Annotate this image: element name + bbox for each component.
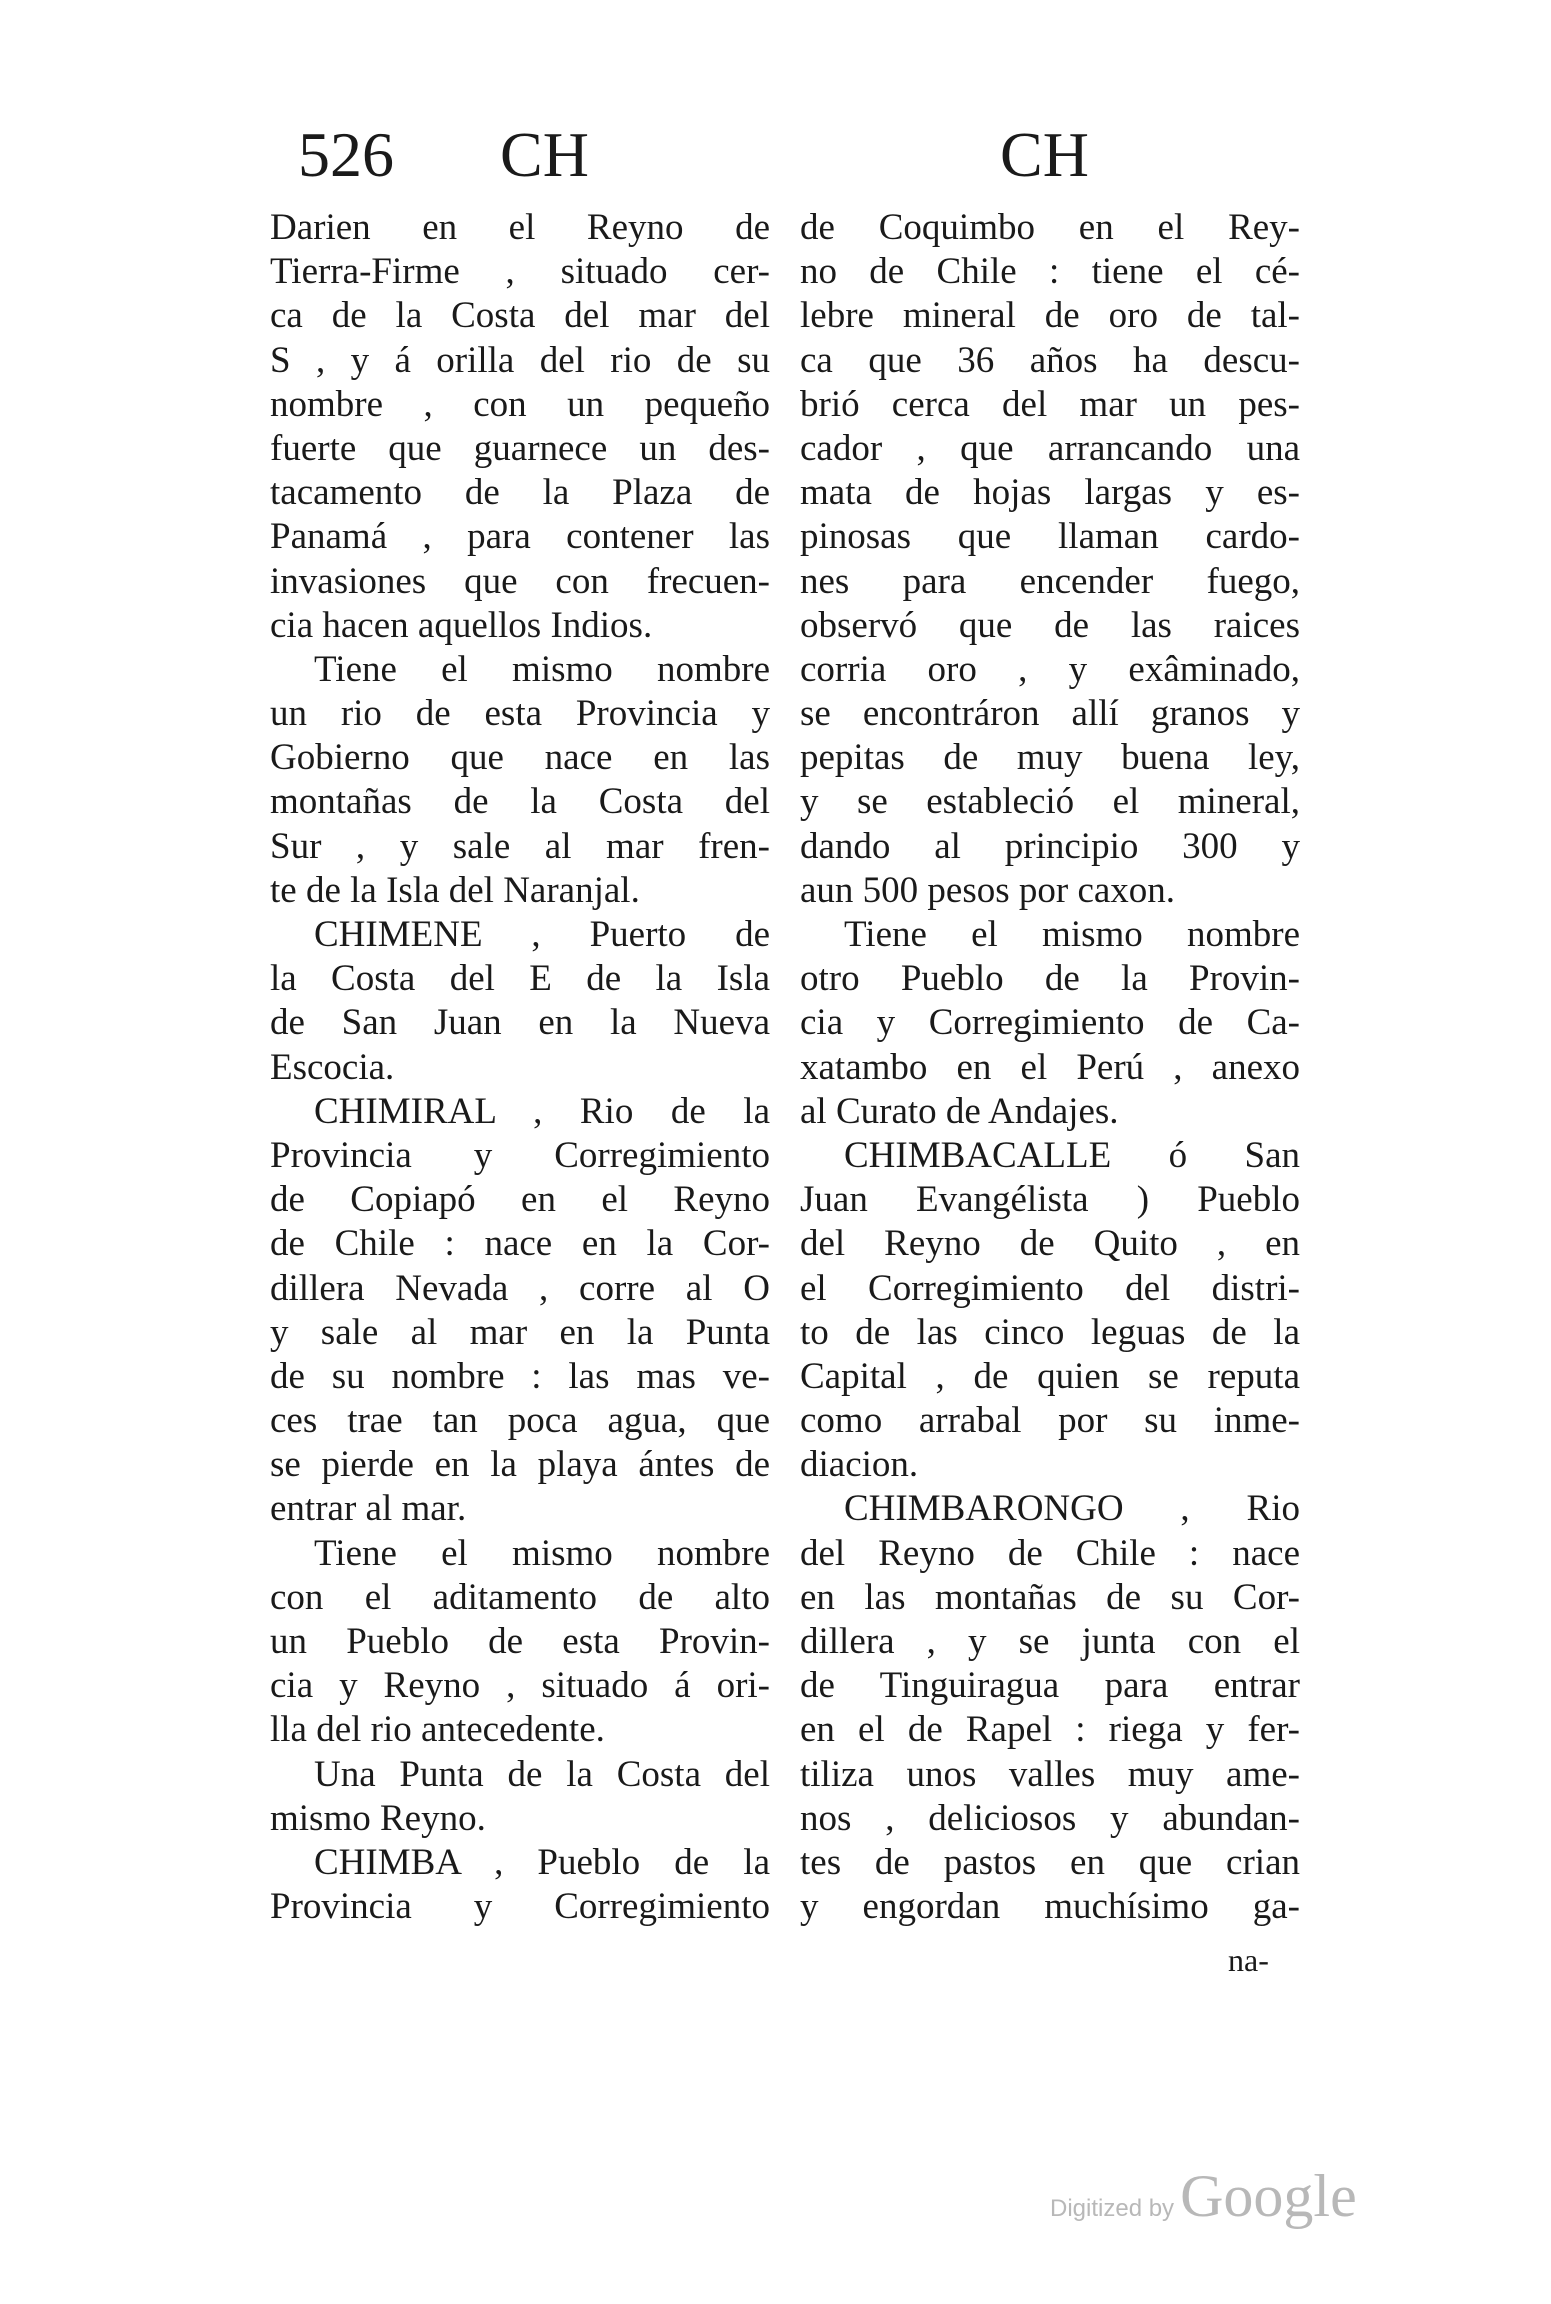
text-line: nes para encender fuego, [800,560,1300,602]
text-line: ca que 36 años ha descu- [800,339,1300,381]
text-line: invasiones que con frecuen- [270,560,770,602]
text-line: Tierra-Firme , situado cer- [270,251,770,293]
text-line: cia y Corregimiento de Ca- [800,1002,1300,1044]
text-line: Una Punta de la Costa del [314,1753,770,1795]
text-line: entrar al mar. [270,1488,467,1530]
text-line: lla del rio antecedente. [270,1709,605,1751]
text-line: Tiene el mismo nombre [314,648,770,690]
text-line: observó que de las raices [800,604,1300,646]
text-line: de San Juan en la Nueva [270,1002,770,1044]
text-line: CHIMENE , Puerto de [314,914,770,955]
text-line: y sale al mar en la Punta [270,1311,770,1353]
text-line: y se estableció el mineral, [800,781,1300,823]
text-line: dillera , y se junta con el [800,1621,1300,1662]
left-column [270,206,770,1929]
text-line: en las montañas de su Cor- [800,1576,1300,1618]
text-line: CHIMBA , Pueblo de la [314,1841,770,1883]
text-line: aun 500 pesos por caxon. [800,869,1176,911]
text-line: un rio de esta Provincia y [270,693,770,735]
text-line: al Curato de Andajes. [800,1090,1119,1132]
text-line: de Coquimbo en el Rey- [800,207,1300,248]
text-line: en el de Rapel : riega y fer- [800,1709,1300,1751]
text-line: tacamento de la Plaza de [270,472,770,514]
text-line: xatambo en el Perú , anexo [800,1046,1300,1088]
text-line: y engordan muchísimo ga- [800,1886,1300,1928]
text-line: de Copiapó en el Reyno [270,1179,770,1221]
text-line: brió cerca del mar un pes- [800,383,1300,425]
right-column [800,206,1300,1929]
text-line: fuerte que guarnece un des- [270,427,770,469]
text-line: CHIMIRAL , Rio de la [314,1090,770,1132]
text-line: Tiene el mismo nombre [844,914,1300,955]
text-line: se encontráron allí granos y [800,693,1300,735]
text-line: cia y Reyno , situado á ori- [270,1665,770,1707]
watermark-small-text: Digitized by [1050,2195,1175,2222]
text-line: no de Chile : tiene el cé- [800,251,1300,293]
text-line: CHIMBACALLE ó San [844,1134,1300,1176]
text-line: S , y á orilla del rio de su [270,339,770,381]
text-line: un Pueblo de esta Provin- [270,1621,770,1662]
text-line: del Reyno de Quito , en [800,1223,1300,1265]
text-line: Provincia y Corregimiento [270,1134,770,1176]
google-logo: Google [1180,2163,1357,2229]
digitized-by-google-watermark [1050,2162,1357,2231]
text-line: Panamá , para contener las [270,516,770,558]
text-line: se pierde en la playa ántes de [270,1444,770,1486]
text-line: nos , deliciosos y abundan- [800,1797,1300,1839]
text-line: como arrabal por su inme- [800,1400,1300,1442]
text-line: de Tinguiragua para entrar [800,1665,1300,1707]
text-line: pepitas de muy buena ley, [800,737,1300,779]
text-line: dillera Nevada , corre al O [270,1267,770,1309]
text-line: el Corregimiento del distri- [800,1267,1300,1309]
text-line: te de la Isla del Naranjal. [270,869,640,911]
text-line: lebre mineral de oro de tal- [800,295,1300,337]
text-line: mata de hojas largas y es- [800,472,1300,514]
text-line: Capital , de quien se reputa [800,1355,1300,1397]
text-line: diacion. [800,1444,919,1486]
text-line: dando al principio 300 y [800,825,1300,867]
text-line: la Costa del E de la Isla [270,958,770,1000]
page-number: 526 [298,119,394,190]
text-line: Tiene el mismo nombre [314,1532,770,1574]
left-running-head: CH [500,119,589,190]
text-line: Juan Evangélista ) Pueblo [800,1179,1300,1221]
catchword: na- [1228,1942,1269,1978]
text-line: ces trae tan poca agua, que [270,1400,770,1442]
text-line: CHIMBARONGO , Rio [844,1488,1300,1530]
text-line: pinosas que llaman cardo- [800,516,1300,558]
text-line: Darien en el Reyno de [270,207,770,248]
text-line: ca de la Costa del mar del [270,295,770,337]
text-line: de Chile : nace en la Cor- [270,1223,770,1265]
text-line: Gobierno que nace en las [270,737,770,779]
text-line: cador , que arrancando una [800,427,1300,469]
text-line: montañas de la Costa del [270,781,770,823]
text-line: Provincia y Corregimiento [270,1886,770,1928]
text-line: tiliza unos valles muy ame- [800,1753,1300,1795]
text-line: Sur , y sale al mar fren- [270,825,770,867]
text-line: to de las cinco leguas de la [800,1311,1300,1353]
text-line: cia hacen aquellos Indios. [270,604,653,646]
text-line: con el aditamento de alto [270,1576,770,1618]
text-line: corria oro , y exâminado, [800,648,1300,690]
right-running-head: CH [1000,119,1089,190]
text-line: de su nombre : las mas ve- [270,1355,770,1397]
page-header [0,118,1551,198]
text-line: otro Pueblo de la Provin- [800,958,1300,1000]
text-line: del Reyno de Chile : nace [800,1532,1300,1574]
text-line: nombre , con un pequeño [270,383,770,425]
text-line: mismo Reyno. [270,1797,486,1839]
text-line: tes de pastos en que crian [800,1841,1300,1883]
text-line: Escocia. [270,1046,395,1088]
